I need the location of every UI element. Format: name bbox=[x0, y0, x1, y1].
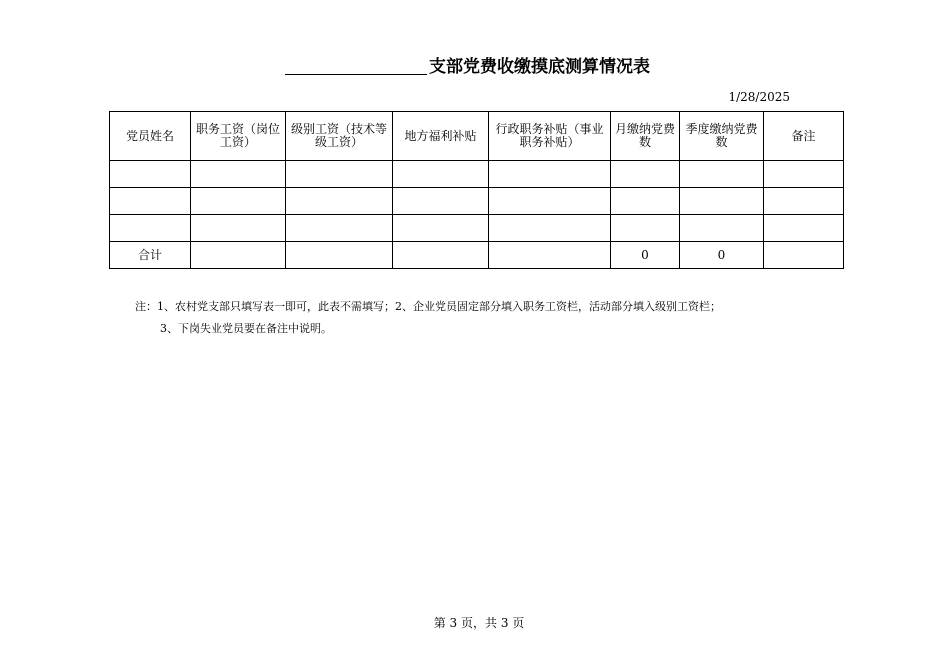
note-line-1: 注：1、农村党支部只填写表一即可，此表不需填写；2、企业党员固定部分填入职务工资栏，活动部分填入级别工资栏； bbox=[135, 300, 721, 313]
table-cell[interactable] bbox=[191, 188, 286, 215]
table-cell[interactable] bbox=[611, 161, 680, 188]
header-cell-grade-salary: 级别工资（技术等级工资） bbox=[286, 112, 393, 161]
header-row bbox=[110, 112, 844, 161]
table-cell[interactable] bbox=[680, 161, 764, 188]
total-label: 合计 bbox=[110, 242, 191, 269]
report-date: 1/28/2025 bbox=[728, 90, 790, 104]
table-cell[interactable] bbox=[393, 215, 489, 242]
notes bbox=[135, 296, 721, 340]
table-cell bbox=[764, 242, 844, 269]
table-cell[interactable] bbox=[110, 188, 191, 215]
header-cell-local-allowance: 地方福利补贴 bbox=[393, 112, 489, 161]
table-cell[interactable] bbox=[286, 215, 393, 242]
table-cell bbox=[286, 242, 393, 269]
table-cell[interactable] bbox=[489, 161, 611, 188]
table-cell bbox=[489, 242, 611, 269]
header-cell-remarks: 备注 bbox=[764, 112, 844, 161]
header-cell-admin-allowance: 行政职务补贴（事业职务补贴） bbox=[489, 112, 611, 161]
table-row bbox=[110, 215, 844, 242]
table-cell[interactable] bbox=[393, 188, 489, 215]
table-cell[interactable] bbox=[110, 215, 191, 242]
table-cell bbox=[393, 242, 489, 269]
table-cell[interactable] bbox=[764, 215, 844, 242]
total-row bbox=[110, 242, 844, 269]
table-cell[interactable] bbox=[764, 161, 844, 188]
header-cell-quarterly-dues: 季度缴纳党费数 bbox=[680, 112, 764, 161]
page-title bbox=[285, 52, 685, 77]
header-cell-post-salary: 职务工资（岗位工资） bbox=[191, 112, 286, 161]
table-cell[interactable] bbox=[191, 215, 286, 242]
header-cell-name: 党员姓名 bbox=[110, 112, 191, 161]
page-footer: 第 3 页，共 3 页 bbox=[433, 616, 525, 630]
table-cell[interactable] bbox=[110, 161, 191, 188]
page-title-text: 支部党费收缴摸底测算情况表 bbox=[429, 57, 650, 77]
table-cell[interactable] bbox=[680, 215, 764, 242]
table-cell[interactable] bbox=[489, 215, 611, 242]
total-monthly-dues: 0 bbox=[611, 242, 680, 269]
table-cell[interactable] bbox=[611, 188, 680, 215]
table-row bbox=[110, 188, 844, 215]
table-cell[interactable] bbox=[611, 215, 680, 242]
branch-name-blank bbox=[285, 56, 427, 75]
dues-table bbox=[109, 111, 844, 269]
note-line-2: 3、下岗失业党员要在备注中说明。 bbox=[160, 322, 332, 335]
total-quarterly-dues: 0 bbox=[680, 242, 764, 269]
table-cell[interactable] bbox=[191, 161, 286, 188]
table-cell bbox=[191, 242, 286, 269]
table-cell[interactable] bbox=[680, 188, 764, 215]
table-cell[interactable] bbox=[286, 188, 393, 215]
table-cell[interactable] bbox=[764, 188, 844, 215]
table-cell[interactable] bbox=[393, 161, 489, 188]
table-cell[interactable] bbox=[286, 161, 393, 188]
header-cell-monthly-dues: 月缴纳党费数 bbox=[611, 112, 680, 161]
table-cell[interactable] bbox=[489, 188, 611, 215]
table-row bbox=[110, 161, 844, 188]
